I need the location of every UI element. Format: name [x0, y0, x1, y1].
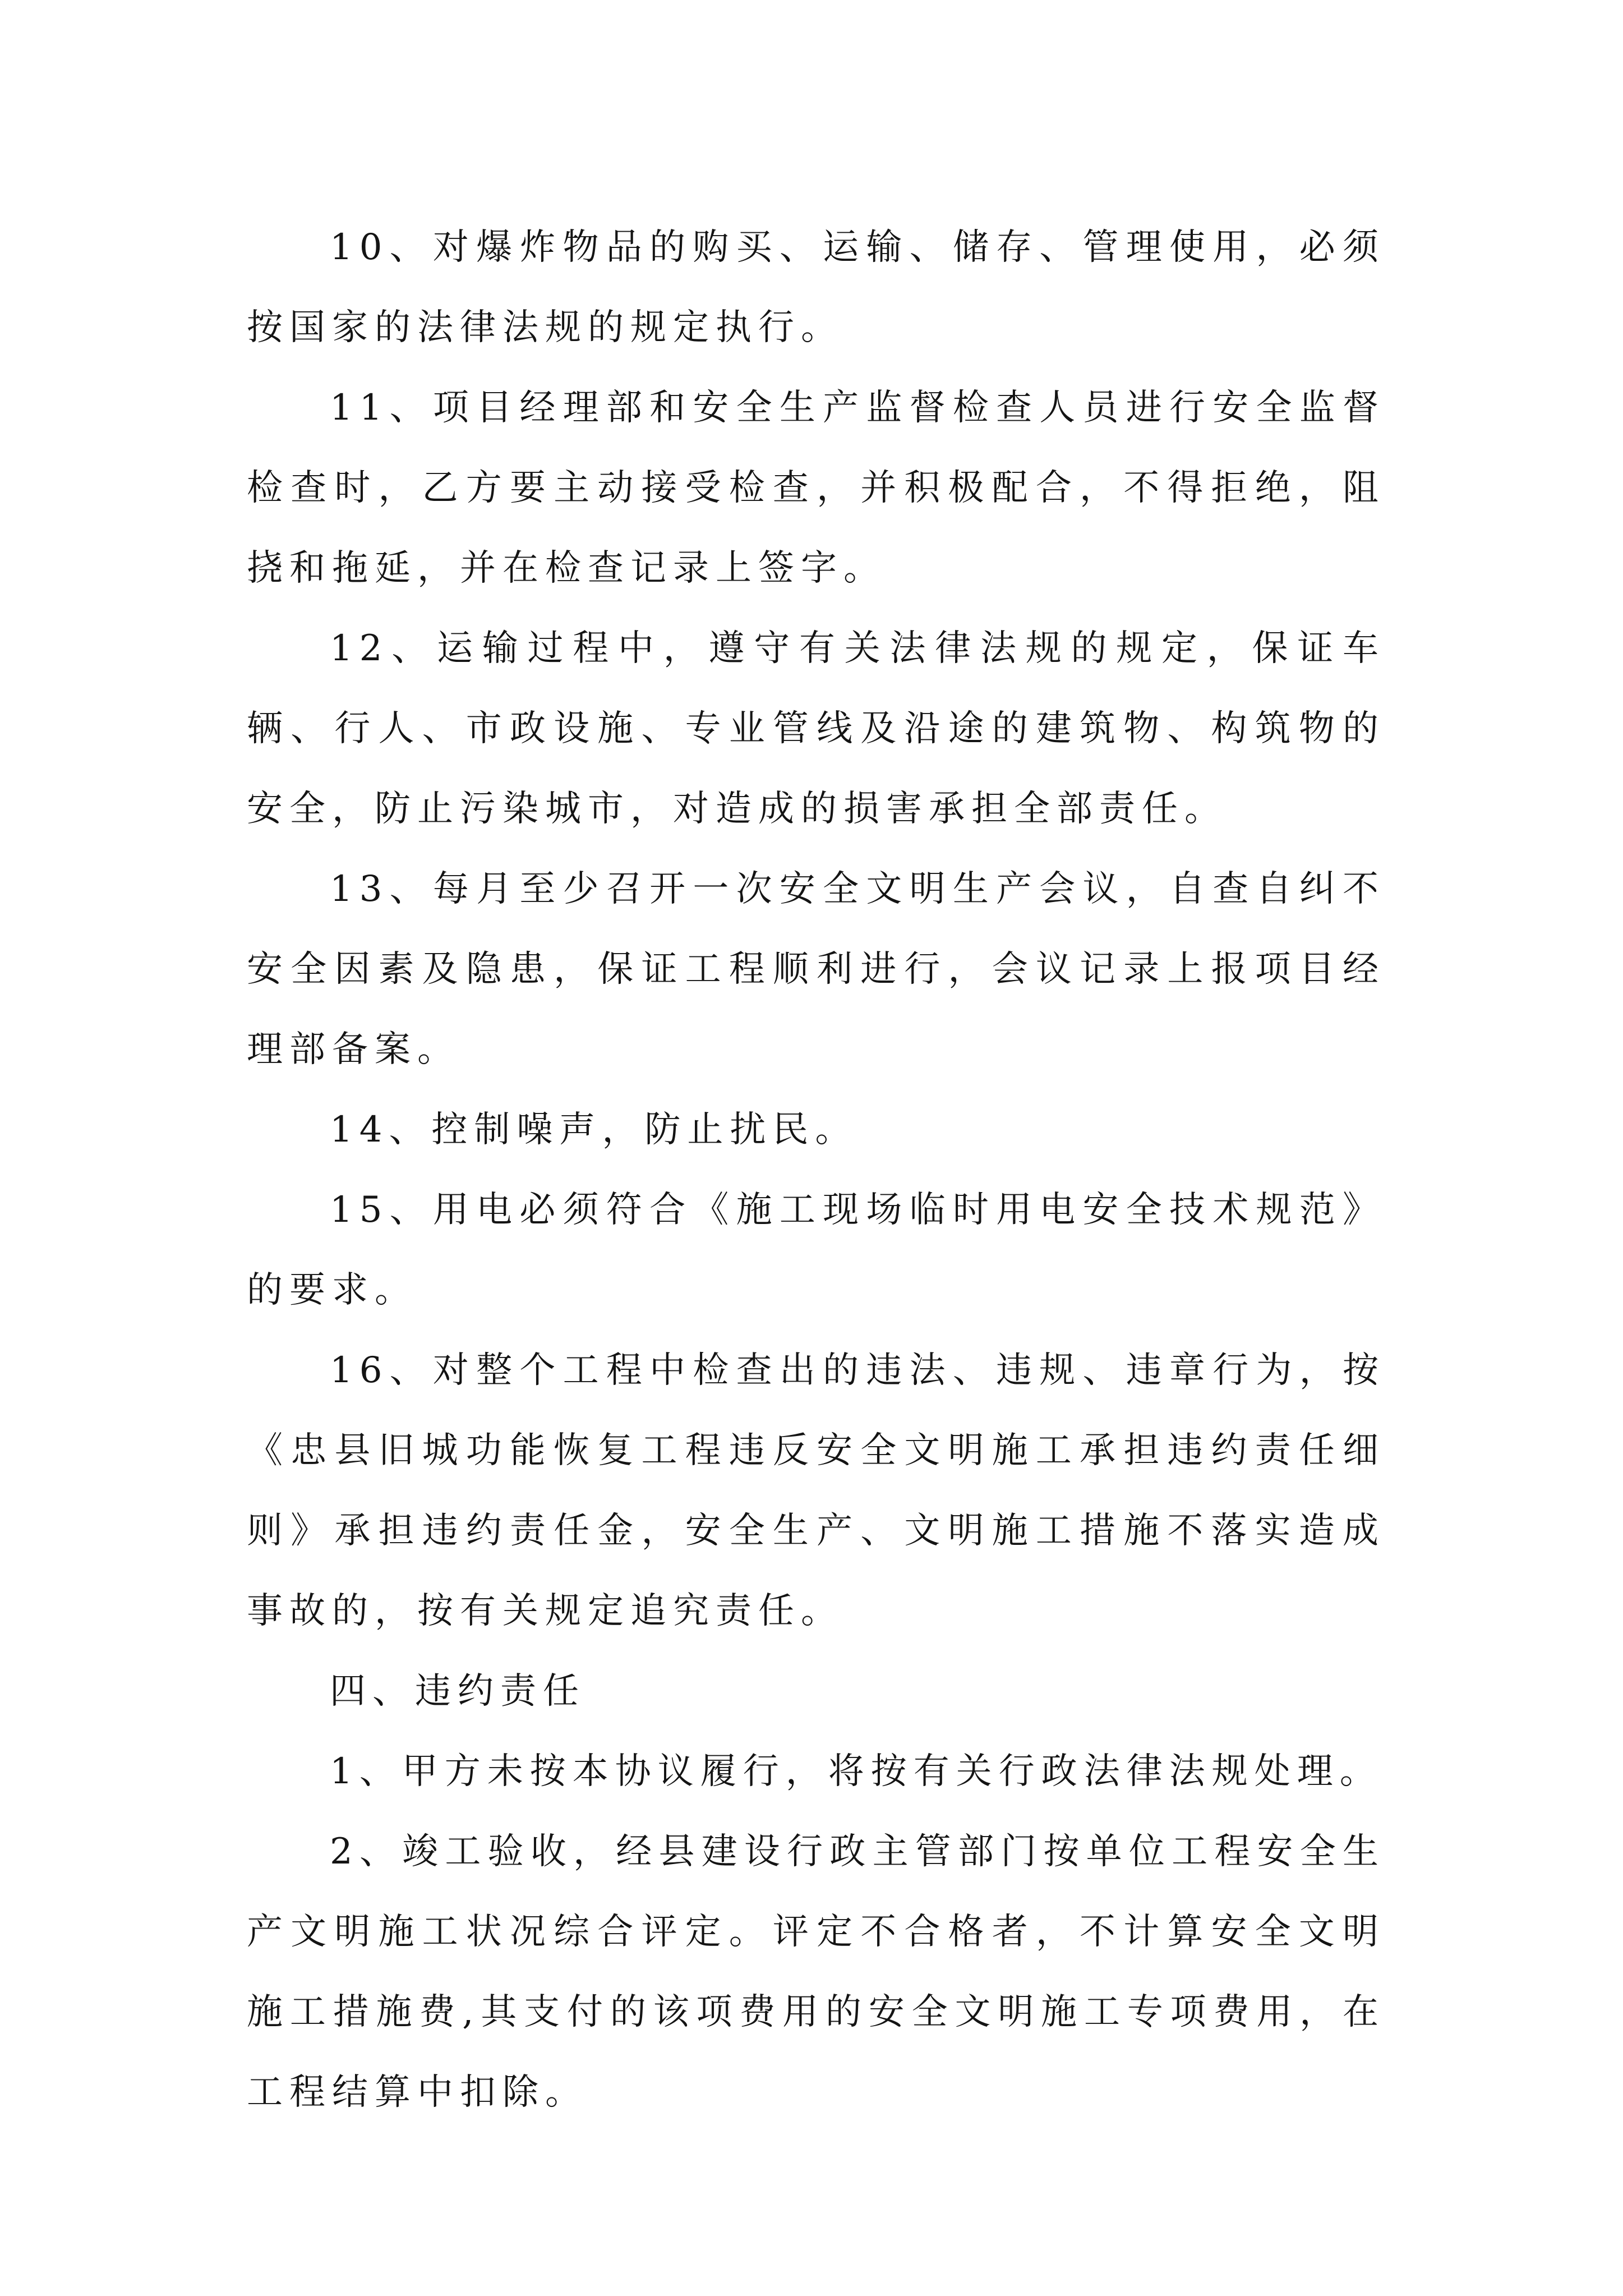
- liability-item-2: 2、竣工验收，经县建设行政主管部门按单位工程安全生产文明施工状况综合评定。评定不合格者，不计算安全文明施工措施费,其支付的该项费用的安全文明施工专项费用，在工程结算中扣除。: [247, 1831, 1385, 2113]
- clause-14: 14、控制噪声，防止扰民。: [330, 1109, 858, 1151]
- liability-item-1: 1、甲方未按本协议履行，将按有关行政法律法规处理。: [330, 1751, 1382, 1792]
- clause-16: 16、对整个工程中检查出的违法、违规、违章行为，按《忠县旧城功能恢复工程违反安全文明施工承担违约责任细则》承担违约责任金，安全生产、文明施工措施不落实造成事故的，按有关规定追究责任。: [247, 1350, 1385, 1632]
- section-heading-breach-liability: 四、违约责任: [330, 1671, 585, 1712]
- clause-10: 10、对爆炸物品的购买、运输、储存、管理使用，必须按国家的法律法规的规定执行。: [247, 227, 1385, 348]
- clause-12: 12、运输过程中，遵守有关法律法规的规定，保证车辆、行人、市政设施、专业管线及沿途的建筑物、构筑物的安全，防止污染城市，对造成的损害承担全部责任。: [247, 628, 1385, 830]
- clause-13: 13、每月至少召开一次安全文明生产会议，自查自纠不安全因素及隐患，保证工程顺利进行，会议记录上报项目经理部备案。: [247, 868, 1385, 1070]
- document-body: [247, 208, 1385, 2133]
- clause-11: 11、项目经理部和安全生产监督检查人员进行安全监督检查时，乙方要主动接受检查，并积极配合，不得拒绝，阻挠和拖延，并在检查记录上签字。: [247, 387, 1385, 589]
- clause-15: 15、用电必须符合《施工现场临时用电安全技术规范》的要求。: [247, 1189, 1385, 1311]
